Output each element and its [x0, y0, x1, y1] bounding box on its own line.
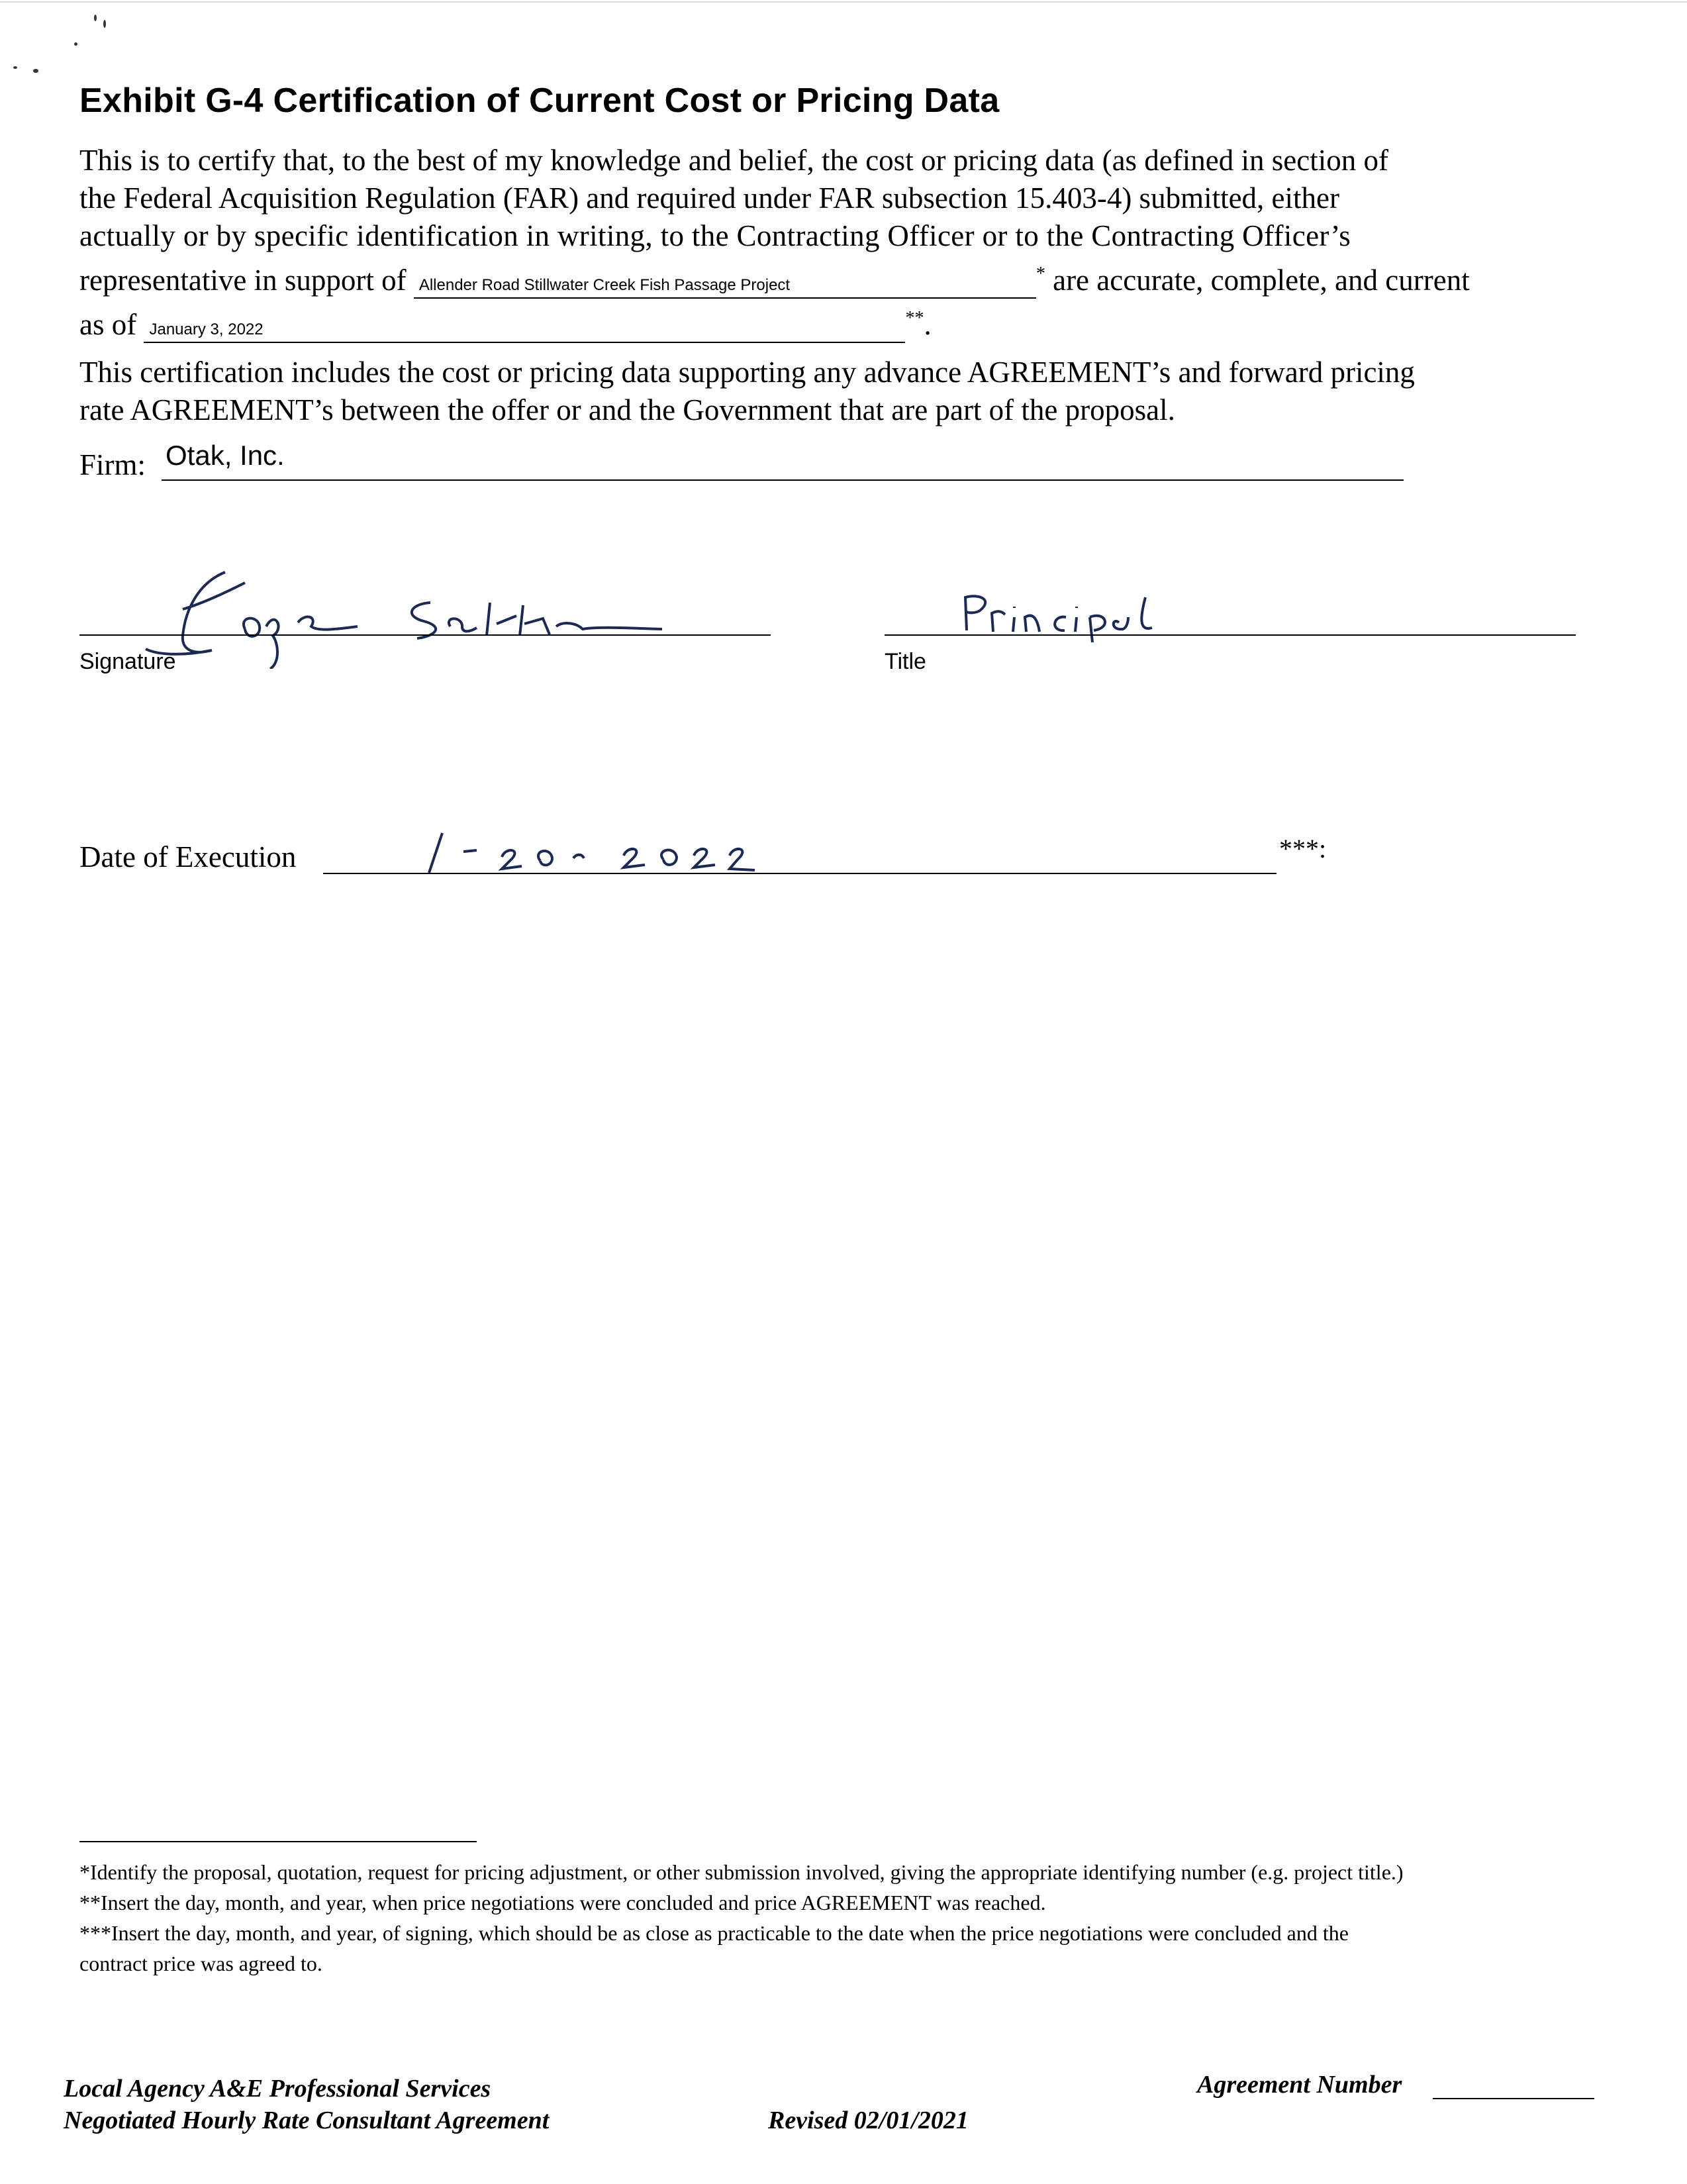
scan-speck [103, 20, 106, 28]
footnote-3: ***Insert the day, month, and year, of signing, which should be as close as practicable to the date when the price negotiations were concluded and the [79, 1921, 1349, 1945]
certification-line [79, 255, 1582, 299]
certification-paragraph [79, 142, 1582, 344]
certification-text: representative in support of [79, 264, 407, 297]
title-handwriting [953, 591, 1179, 644]
footer-left [64, 2073, 549, 2136]
footnote-separator [79, 1841, 477, 1842]
signature-underline [79, 634, 771, 636]
execution-date-handwriting [424, 820, 768, 879]
as-of-date-field[interactable]: January 3, 2022 [144, 318, 905, 343]
certification-line: This is to certify that, to the best of my knowledge and belief, the cost or pricing data (as defined in section of [79, 144, 1388, 177]
includes-paragraph [79, 354, 1582, 429]
footnote-2: **Insert the day, month, and year, when price negotiations were concluded and price AGREEMENT was reached. [79, 1891, 1046, 1914]
project-field[interactable]: Allender Road Stillwater Creek Fish Passage Project [414, 273, 1036, 299]
scan-speck [33, 69, 38, 73]
signature-handwriting [119, 563, 728, 669]
footnotes [79, 1857, 1642, 1979]
scan-speck [13, 66, 17, 69]
footer-agency-line: Local Agency A&E Professional Services [64, 2075, 491, 2103]
date-of-execution-underline [323, 873, 1277, 874]
certification-line [79, 299, 1582, 344]
title-label: Title [885, 649, 926, 674]
certification-text: . [924, 308, 932, 341]
date-of-execution-label: Date of Execution [79, 840, 297, 873]
certification-text: are accurate, complete, and current [1053, 264, 1470, 297]
firm-label: Firm: [79, 448, 146, 481]
agreement-number-label: Agreement Number [1197, 2071, 1402, 2099]
footnote-1: *Identify the proposal, quotation, request for pricing adjustment, or other submission involved, giving the appropriate identifying number (e.g. project title.) [79, 1860, 1404, 1884]
agreement-number-field[interactable] [1433, 2098, 1594, 2099]
includes-line: This certification includes the cost or pricing data supporting any advance AGREEMENT’s and forward pricing [79, 356, 1415, 389]
certification-text: as of [79, 308, 137, 341]
certification-line: actually or by specific identification in writing, to the Contracting Officer or to the Contracting Officer’s [79, 219, 1351, 252]
page-title: Exhibit G-4 Certification of Current Cost or Pricing Data [79, 81, 1000, 120]
includes-line: rate AGREEMENT’s between the offer or and the Government that are part of the proposal. [79, 393, 1175, 426]
execution-marker: ***: [1279, 834, 1327, 864]
firm-field[interactable]: Otak, Inc. [166, 440, 285, 471]
title-underline [885, 634, 1576, 636]
scan-edge-line [0, 1, 1687, 3]
scan-speck [74, 42, 77, 46]
footnote-marker: * [1036, 264, 1045, 284]
scan-speck [94, 15, 97, 21]
firm-underline [162, 479, 1404, 481]
certification-line: the Federal Acquisition Regulation (FAR) and required under FAR subsection 15.403-4) submitted, either [79, 181, 1339, 215]
footnote-3-continued: contract price was agreed to. [79, 1952, 322, 1975]
footer-revised: Revised 02/01/2021 [768, 2107, 969, 2134]
footnote-marker: ** [905, 308, 924, 328]
footer-agreement-type-line: Negotiated Hourly Rate Consultant Agreement [64, 2107, 550, 2134]
signature-label: Signature [79, 649, 176, 674]
